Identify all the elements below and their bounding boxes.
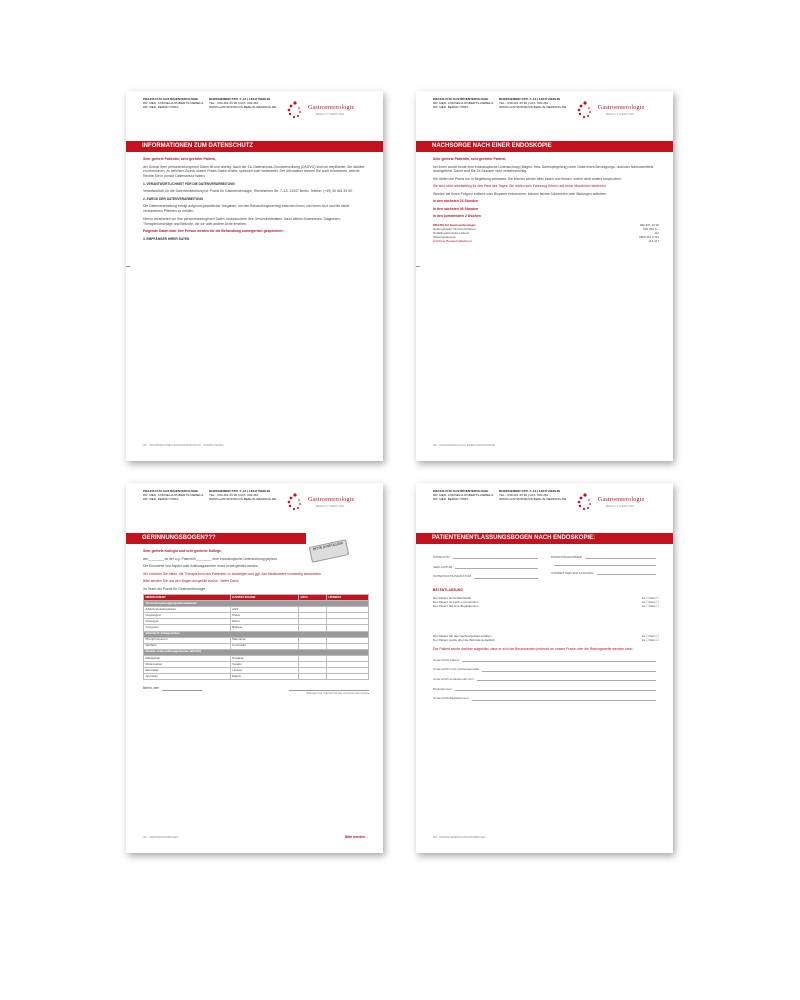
address: RHEINHEIMER STR. 7–13 | 13347 BERLIN [209,489,270,493]
checklist-title: BEI ENTLASSUNG [433,588,463,593]
cell-drug: Apixaban [144,674,231,680]
fold-mark [126,266,130,267]
cell-drug: Dabigatran [144,655,231,661]
field-row[interactable] [551,565,659,567]
doctor-2: DR. MED. BERND HÖRA [433,105,469,110]
page-title: GERINNUNGSBOGEN??? [126,533,306,544]
paragraph: Sie dürfen die Praxis nur in Begleitung verlassen. Sie können wieder alles essen und trinken, sofern nicht anders besprochen. [433,176,622,181]
paragraph: bei Ihnen wurde heute eine endoskopische Untersuchung (Magen- bzw. Darmspiegelung) unter Gabe eines Beruhigungs- und/oder Narkosemittels durchgeführt. Damit sind Sie 24 Stunden nicht verkehrstüchtig. [433,164,654,174]
cell-drug: Ticagrelor [144,625,231,631]
paragraph-highlight: Bitte senden Sie uns den Bogen ausgefüllt zurück. Vielen Dank! [143,579,239,583]
contact-phone[interactable]: 0800 111 0 111 [639,235,659,240]
signature-label: Unterschrift Begleitperson [433,696,469,701]
doctor-2: DR. MED. BERND HÖRA [143,105,179,110]
contact-label: Notfallmedizinischer Dienst [433,231,470,236]
checklist-label: Der Patient ist wach und orientiert [433,599,479,604]
phone: TEL.: 030.461 33 90 | FAX: 030.461 ... [499,101,552,106]
letterhead [126,91,383,135]
website: WWW.GASTROPRAXIS-BERLIN-WEDDING.DE [209,105,277,110]
page-body [143,157,369,244]
field-row[interactable] [551,571,659,576]
logo-swirl-icon [576,99,598,123]
contact-list [433,223,659,243]
yes-no-checkbox[interactable]: Ja ☐ Nein ☐ [641,603,659,608]
field-row[interactable] [433,555,541,560]
section-label: Direkte orale Antikoagulanzien (DOAK) [144,649,369,655]
website: WWW.GASTROPRAXIS-BERLIN-WEDDING.DE [499,497,567,502]
page-title: INFORMATIONEN ZUM DATENSCHUTZ [126,141,383,152]
page-entlassungsbogen [416,483,673,853]
field-label: PATIENTENNUMMER [551,555,582,559]
fill-in-stamp: BITTE AUSFÜLLEN! [309,539,349,563]
column-header: MEDIKAMENT [144,595,231,601]
yes-no-checkbox[interactable]: Ja ☐ Nein ☐ [641,637,659,642]
page-title: NACHSORGE NACH EINER ENDOSKOPIE [416,141,673,152]
cell-brand: Efient [230,619,298,625]
salutation: Sehr geehrte Patientin, sehr geehrter Patient, [433,157,506,161]
logo-name: Gastroenterologie [308,105,355,111]
contact-phone[interactable]: 116 117 [648,239,659,244]
table-row[interactable] [144,674,369,680]
section-label: Thrombozytenaggregationshemmer [144,601,369,607]
paragraph: Wurden bei Ihnen Polypen entfernt oder Biopsien entnommen, können leichte Schmerzen oder Blutungen auftreten. [433,191,607,196]
doctor-1: DR. MED. CORNELIA ROBERTS-DIEBELS [143,101,204,106]
field-line[interactable] [453,558,538,559]
cell-drug: Edoxaban [144,668,231,674]
practice-name: PRAXIS FÜR GASTROENTEROLOGIE [433,489,489,493]
logo-name: Gastroenterologie [308,497,355,503]
cell-brand: Coumadin [230,643,298,649]
practice-logo [576,99,668,125]
checklist-item[interactable] [433,638,659,642]
page-nachsorge [416,91,673,461]
spacer [433,608,659,634]
page-footer: 2/5 · INFORMATIONEN ZUM DATENSCHUTZ · STAND 04/2024 [143,443,224,447]
discharge-note: Der Patient wurde darüber aufgeklärt, dass er sich bei Beschwerden jederzeit an unsere Praxis oder die Rettungsstelle wenden kann. [433,646,634,651]
patient-fields [433,555,659,584]
page-footer: 4/5 · GERINNUNGSBOGEN [143,835,179,839]
medication-table [143,594,369,680]
paragraph: am ________ ist der o.g. Patient/in ________ eine endoskopische Untersuchung geplant. [143,556,278,561]
fold-mark [416,266,420,267]
logo-name: Gastroenterologie [598,105,645,111]
field-line[interactable] [597,574,656,575]
practice-name: PRAXIS FÜR GASTROENTEROLOGIE [433,97,489,101]
cell-note[interactable] [326,674,368,680]
signature-row[interactable] [433,667,659,672]
checklist-label: Der Patient ist kreislaufstabil [433,595,471,600]
letterhead [416,91,673,135]
cell-brand: Brilique [230,625,298,631]
logo-name: Gastroenterologie [598,497,645,503]
page-body [433,157,659,243]
salutation: Sehr geehrte Patientin, sehr geehrter Patient, [143,157,216,161]
page-body [433,555,659,706]
page-title: PATIENTENENTLASSUNGSBOGEN NACH ENDOSKOPIE: [416,533,673,544]
field-line[interactable] [585,558,656,559]
signature-line[interactable] [477,680,656,681]
signature-line[interactable] [462,661,656,662]
section-heading: 1. VERANTWORTLICHKEIT FÜR DIE DATENVERARBEITUNG [143,181,235,186]
phone: TEL.: 030.461 33 90 | FAX: 030.461 ... [209,101,262,106]
field-line[interactable] [474,578,538,579]
yes-no-checkbox[interactable]: Ja ☐ Nein ☐ [641,595,659,600]
logo-swirl-icon [576,491,598,515]
address: RHEINHEIMER STR. 7–13 | 13347 BERLIN [499,97,560,101]
period-heading: In den nächsten 48 Stunden [433,206,479,211]
website: WWW.GASTROPRAXIS-BERLIN-WEDDING.DE [499,105,567,110]
logo-subtitle: BERLIN WEDDING [316,504,345,508]
cell-brand: Pradaxa [230,655,298,661]
cell-drug: Warfarin [144,643,231,649]
doctor-1: DR. MED. CORNELIA ROBERTS-DIEBELS [433,101,494,106]
signature-line[interactable] [455,690,656,691]
column-header: HANDELSNAME [230,595,298,601]
contact-label: PRAXIS für Gastroenterologie [433,223,476,228]
paragraph-highlight: Sie sind nicht arbeitsfähig für den Rest des Tages. Sie dürfen kein Fahrzeug führen und keine Maschinen bedienen. [433,184,607,189]
cell-drug: Clopidogrel [144,613,231,619]
period-heading: In den kommenden 2 Wochen [433,214,481,219]
cell-drug: Prasugrel [144,619,231,625]
practice-logo [286,99,378,125]
field-row[interactable] [433,565,541,570]
contact-phone[interactable]: 030 461 33 90 [639,223,659,228]
signature-caption: Stempel und Unterschrift des verordnenden Arztes [306,691,369,696]
logo-subtitle: BERLIN WEDDING [316,112,345,116]
address: RHEINHEIMER STR. 7–13 | 13347 BERLIN [499,489,560,493]
yes-no-checkbox[interactable]: Ja ☐ Nein ☐ [641,633,659,638]
checklist-label: Der Patient wurde über die Befunde aufgeklärt [433,637,495,642]
signature-label: Unterschrift entlassender Arzt [433,676,474,681]
section-heading: 3. EMPFÄNGER IHRER DATEN [143,236,190,241]
signature-block [433,658,659,702]
logo-subtitle: BERLIN WEDDING [606,112,635,116]
field-row[interactable] [433,574,541,579]
field-line[interactable] [455,568,538,569]
signature-line[interactable] [482,671,656,672]
cell-drug: Phenprocoumon [144,637,231,643]
contact-label: Ärztlicher Bereitschaftsdienst [433,239,472,244]
field-label: UNTERSUCHUNG/DATUM [433,574,471,579]
paragraph: Die Einnahme von Aspirin oder Antikoagulanzien muss vorab geklärt werden. [143,564,259,568]
signature-line[interactable] [472,700,656,701]
paragraph: Ihr Team der Praxis für Gastroenterologie [143,586,206,591]
logo-swirl-icon [286,491,308,515]
logo-subtitle: BERLIN WEDDING [606,504,635,508]
practice-logo [576,491,668,517]
website: WWW.GASTROPRAXIS-BERLIN-WEDDING.DE [209,497,277,502]
page-datenschutz [126,91,383,461]
doctor-2: DR. MED. BERND HÖRA [143,497,179,502]
paragraph: der Schutz Ihrer personenbezogenen Daten ist uns wichtig. Nach der EU-Datenschutz-Grundverordnung (DSGVO) sind wir verpflichtet, Sie darüber zu informieren, zu welchem Zweck unsere Praxis Daten erhebt, speichert oder weiterleitet. Der Information können Sie auch entnehmen, welche Rechte Sie in puncto Datenschutz haben. [143,164,365,179]
phone: TEL.: 030.461 33 90 | FAX: 030.461 ... [499,493,552,498]
field-row[interactable] [551,555,659,560]
logo-swirl-icon [286,99,308,123]
signature-row[interactable] [433,696,659,701]
paragraph: Hierzu verarbeiten wir Ihre personenbezogenen Daten, insbesondere Ihre Gesundheitsdaten. Dazu zählen Anamnesen, Diagnosen, Therapievorschläge und Befunde, die wir oder andere Ärzte erheben. [143,216,341,226]
letterhead [416,483,673,527]
cell-brand: Eliquis [230,674,298,680]
signature-row[interactable] [433,677,659,682]
signature-row[interactable] [433,658,659,663]
contact-label: Rettungsstelle Virchow-Klinikum [433,227,476,232]
practice-logo [286,491,378,517]
paragraph: Die Datenverarbeitung erfolgt aufgrund gesetzlicher Vorgaben, um den Behandlungsvertrag zwischen Ihnen und Ihrem Arzt und die damit verbundenen Pflichten zu erfüllen. [143,204,350,214]
cell-brand: Plavix [230,613,298,619]
paragraph-highlight: Folgende Daten über Ihre Person werden für die Behandlung unweigerlich gespeichert: [143,229,284,234]
paragraph-highlight: Wir möchten Sie bitten, die Therapieform des Patienten zu bestätigen und ggf. das Medikament rechtzeitig abzusetzen. [143,571,322,576]
page-body [143,549,369,696]
date-line[interactable] [162,686,202,691]
checklist-label: Der Patient hat eine Begleitperson [433,603,479,608]
section-label: Vitamin-K-Antagonisten [144,631,369,637]
contact-label: Telefonseelsorge [433,235,456,240]
contact-row [433,239,659,243]
page-footer: 5/5 · PATIENTENENTLASSUNGSBOGEN [433,835,486,839]
column-header: HINWEIS [326,595,368,601]
contact-phone[interactable]: 030 450 5... [643,227,659,232]
period-heading: In den nächsten 24 Stunden [433,199,479,204]
practice-name: PRAXIS FÜR GASTROENTEROLOGIE [143,97,199,101]
field-line[interactable] [554,565,656,566]
phone: TEL.: 030.461 33 90 | FAX: 030.461 ... [209,493,262,498]
address: RHEINHEIMER STR. 7–13 | 13347 BERLIN [209,97,270,101]
page-gerinnungsbogen [126,483,383,853]
signature-label: Unterschrift Patient [433,657,460,662]
signature-row[interactable] [433,687,659,692]
salutation: Sehr geehrte Kollegin und sehr geehrter Kollege, [143,549,222,553]
signature-label: Begleitperson [433,686,452,691]
cell-brand: Xarelto [230,662,298,668]
doctor-2: DR. MED. BERND HÖRA [433,497,469,502]
letterhead [126,483,383,527]
paragraph: Verantwortlich für die Datenverarbeitung ist: Praxis für Gastroenterologie, Rheinheimer Str. 7–13, 13347 Berlin, Telefon: (+49) 30 461 33 90. [143,189,353,194]
yes-no-checkbox[interactable]: Ja ☐ Nein ☐ [641,599,659,604]
page-footer: 3/5 · NACHSORGE NACH EINER ENDOSKOPIE [433,443,495,447]
doctor-1: DR. MED. CORNELIA ROBERTS-DIEBELS [433,493,494,498]
cell-info[interactable] [298,674,326,680]
field-label: PATIENT/IN [433,555,450,559]
column-header: INFO [298,595,326,601]
doctor-1: DR. MED. CORNELIA ROBERTS-DIEBELS [143,493,204,498]
cell-drug: Rivaroxaban [144,662,231,668]
signature-label: Unterschrift med. Fachangestellte [433,667,480,672]
section-heading: 2. ZWECK DER DATENVERARBEITUNG [143,196,203,201]
cell-brand: ASS [230,607,298,613]
cell-drug: ASS/Acetylsalicylsäure [144,607,231,613]
field-label: UHRZEIT DER ENTLASSUNG [551,571,594,576]
field-label: GEB.-DATUM [433,564,453,569]
cell-brand: Marcumar [230,637,298,643]
sign-place-label: Berlin, den [143,686,160,691]
cell-brand: Lixiana [230,668,298,674]
checklist-label: Der Patient hat das Nachsorgeblatt erhalten [433,633,492,638]
next-page-link[interactable]: Bitte wenden → [345,835,369,839]
practice-name: PRAXIS FÜR GASTROENTEROLOGIE [143,489,199,493]
contact-phone[interactable]: 112 [654,231,659,236]
